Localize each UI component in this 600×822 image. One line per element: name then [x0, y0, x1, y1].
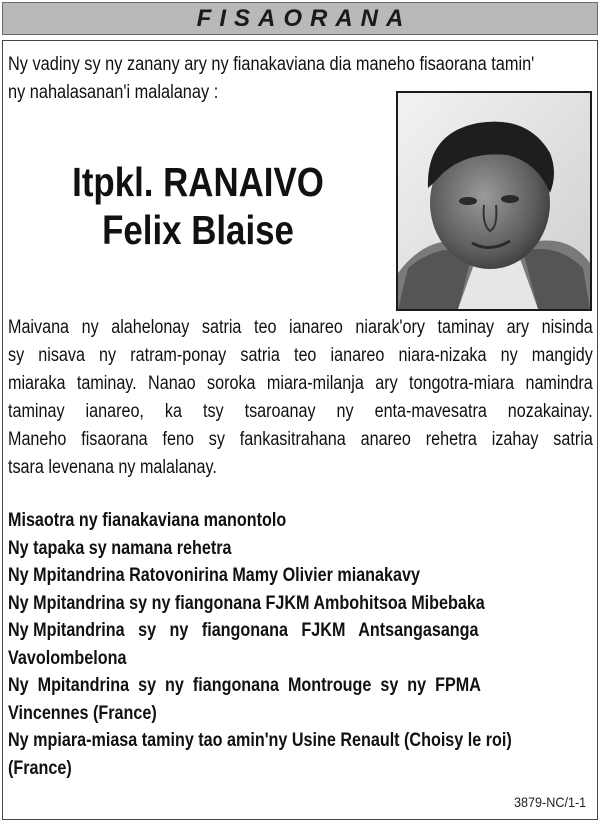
message-line: tsara levenana ny malalanay.	[8, 457, 217, 478]
thanks-line: Ny Mpitandrina sy ny fiangonana FJKM Ambohitsoa Mibebaka	[8, 592, 485, 614]
thanks-line: Ny mpiara-miasa taminy tao amin'ny Usine Renault (Choisy le roi)	[8, 730, 512, 751]
thanks-list	[8, 507, 593, 782]
intro-line: ny nahalasanan'i malalanay :	[8, 82, 219, 103]
name-line: Itpkl. RANAIVO	[72, 159, 324, 205]
message-line: taminay ianareo, ka tsy tsaroanay ny enta-mavesatra nozakainay.	[8, 401, 593, 422]
message-line: Maivana ny alahelonay satria teo ianareo niarak'ory taminay ary nisinda	[8, 317, 593, 338]
message-line: miaraka taminay. Nanao soroka miara-milanja ary tongotra-miara namindra	[8, 373, 593, 394]
title-banner	[2, 2, 598, 35]
message-line: Maneho fisaorana feno sy fankasitrahana anareo rehetra izahay satria	[8, 429, 593, 450]
message-line: sy nisava ny ratram-ponay satria teo ianareo niara-nizaka ny mangidy	[8, 345, 593, 366]
title-text: FISAORANA	[196, 4, 412, 32]
thanks-line: Misaotra ny fianakaviana manontolo	[8, 510, 287, 531]
portrait-image	[398, 93, 590, 309]
name-line: Felix Blaise	[102, 207, 294, 253]
thanks-line: Ny tapaka sy namana rehetra	[8, 537, 232, 559]
thanks-line: Ny Mpitandrina sy ny fiangonana Montrouge sy ny FPMA	[8, 675, 481, 696]
deceased-name	[8, 158, 388, 254]
thanks-line: Ny Mpitandrina Ratovonirina Mamy Olivier mianakavy	[8, 565, 420, 586]
reference-code: 3879-NC/1-1	[513, 794, 586, 810]
thanks-line: (France)	[8, 757, 72, 779]
thanks-line: Vincennes (France)	[8, 702, 157, 724]
intro-line: Ny vadiny sy ny zanany ary ny fianakaviana dia maneho fisaorana tamin'	[8, 54, 535, 75]
thanks-line: Ny Mpitandrina sy ny fiangonana FJKM Antsangasanga	[8, 620, 479, 641]
portrait-photo	[396, 91, 592, 311]
message-paragraph	[8, 314, 593, 482]
thanks-line: Vavolombelona	[8, 647, 127, 669]
